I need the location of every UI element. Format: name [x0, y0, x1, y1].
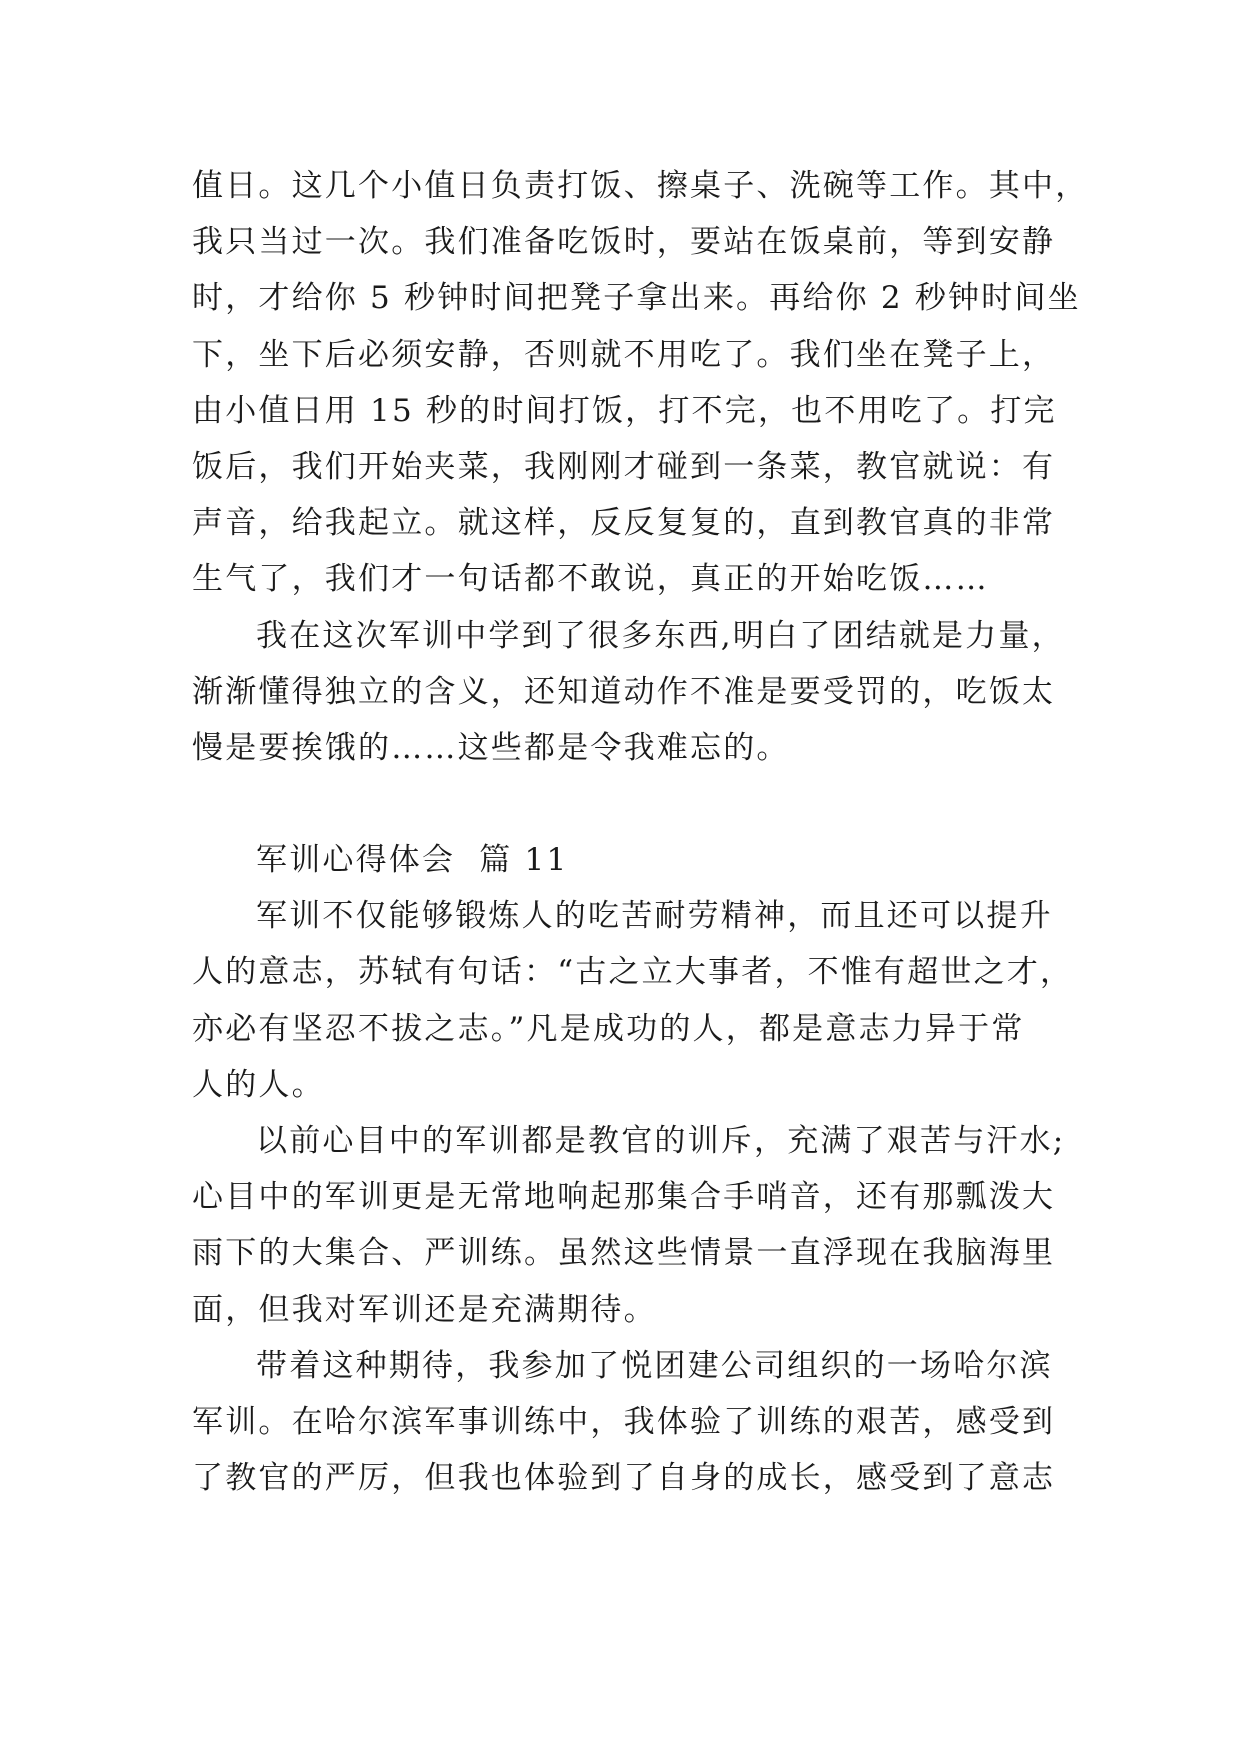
text-line: 面，但我对军训还是充满期待。 [192, 1291, 657, 1328]
paragraph-expectations [192, 1113, 1066, 1338]
text-line: 心目中的军训更是无常地响起那集合手哨音，还有那瓢泼大 [192, 1179, 1056, 1216]
text-line: 亦必有坚忍不拔之志。”凡是成功的人，都是意志力异于常 [192, 1010, 1025, 1047]
section-heading: 军训心得体会 篇 11 [256, 842, 569, 879]
text-line: 慢是要挨饿的……这些都是令我难忘的。 [192, 730, 790, 767]
text-line: 我只当过一次。我们准备吃饭时，要站在饭桌前，等到安静 [192, 224, 1056, 261]
text-line: 由小值日用 15 秒的时间打饭，打不完，也不用吃了。打完 [192, 392, 1057, 429]
text-line: 时，才给你 5 秒钟时间把凳子拿出来。再给你 2 秒钟时间坐 [192, 280, 1081, 317]
document-body [192, 158, 1089, 1506]
text-line: 声音，给我起立。就这样，反反复复的，直到教官真的非常 [192, 505, 1056, 542]
text-line: 以前心目中的军训都是教官的训斥，充满了艰苦与汗水; [256, 1123, 1066, 1160]
text-line: 渐渐懂得独立的含义，还知道动作不准是要受罚的，吃饭太 [192, 673, 1056, 710]
paragraph-meal-duty [192, 158, 1089, 608]
text-line: 人的意志，苏轼有句话：“古之立大事者，不惟有超世之才， [192, 954, 1074, 991]
text-line: 值日。这几个小值日负责打饭、擦桌子、洗碗等工作。其中， [192, 168, 1089, 204]
text-line: 雨下的大集合、严训练。虽然这些情景一直浮现在我脑海里 [192, 1235, 1056, 1272]
text-line: 军训。在哈尔滨军事训练中，我体验了训练的艰苦，感受到 [192, 1404, 1056, 1441]
text-line: 带着这种期待，我参加了悦团建公司组织的一场哈尔滨 [256, 1347, 1053, 1384]
text-line: 生气了，我们才一句话都不敢说，真正的开始吃饭…… [192, 561, 989, 598]
text-line: 军训不仅能够锻炼人的吃苦耐劳精神，而且还可以提升 [256, 898, 1053, 935]
text-line: 下，坐下后必须安静，否则就不用吃了。我们坐在凳子上， [192, 336, 1056, 373]
text-line: 饭后，我们开始夹菜，我刚刚才碰到一条菜，教官就说：有 [192, 449, 1056, 486]
blank-line [192, 776, 1052, 832]
paragraph-harbin-training [192, 1338, 1056, 1507]
paragraph-willpower [192, 888, 1074, 1113]
paragraph-lessons-learned [192, 608, 1065, 777]
text-line: 人的人。 [192, 1066, 325, 1103]
text-line: 我在这次军训中学到了很多东西,明白了团结就是力量， [256, 617, 1065, 654]
text-line: 了教官的严厉，但我也体验到了自身的成长，感受到了意志 [192, 1460, 1056, 1497]
